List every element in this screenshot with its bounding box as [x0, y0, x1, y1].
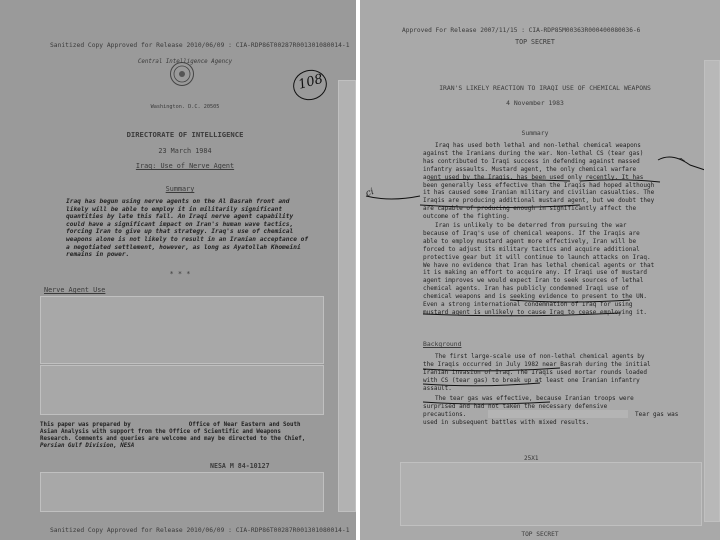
footnote-line: Office of Near Eastern and South: [188, 422, 301, 428]
classification-bottom: TOP SECRET: [521, 531, 559, 538]
summary-line: could have a significant impact on Iran's human wave tactics,: [66, 220, 294, 228]
para-line: has contributed to Iraqi success in defending against massed: [423, 157, 640, 165]
summary-text: [66, 198, 326, 259]
para-line: Even a strong international condemnation of Iraq for using: [423, 301, 633, 309]
footnote-line: Research. Comments and queries are welcome and may be directed to the Chief,: [40, 436, 306, 442]
background-paragraph: [423, 353, 713, 393]
para-line: Tear gas was: [635, 410, 679, 418]
memo-date: 23 March 1984: [158, 147, 212, 155]
footnote-line: Asian Analysis with support from the Office of Scientific and Weapons: [40, 429, 281, 435]
agency-name: Central Intelligence Agency: [137, 59, 233, 65]
summary-heading: Summary: [521, 129, 549, 137]
agency-location: Washington. D.C. 20505: [150, 104, 220, 110]
handwritten-number: 108: [296, 71, 325, 93]
sanitized-header: Sanitized Copy Approved for Release 2010/06/09 : CIA-RDP86T00287R001301080014-1: [50, 42, 350, 49]
separator-stars: * * *: [169, 270, 191, 278]
margin-redaction: [338, 80, 356, 512]
margin-scrawl: ci: [364, 186, 376, 200]
para-line: mustard agent is unlikely to cause Iraq to cease employing it.: [423, 308, 647, 316]
circled-number-mark: [290, 66, 331, 104]
redacted-block: [40, 365, 324, 415]
para-line: used in subsequent battles with mixed results.: [423, 418, 590, 426]
summary-heading: Summary: [165, 185, 195, 193]
para-line: We have no evidence that Iran has lethal chemical agents or that: [423, 261, 655, 269]
para-line: agent improves we would expect Iran to seek sources of lethal: [423, 277, 644, 285]
margin-scrawl: ~: [676, 153, 688, 167]
para-line: surprised and had not taken the necessary defensive: [423, 402, 608, 410]
para-line: because of Iraq's use of chemical weapons. If the Iraqis are: [423, 229, 640, 237]
para-line: been generally less effective than the Iraqis had hoped although: [423, 181, 655, 189]
para-line: chemical weapons and is seeking evidence to present to the UN.: [423, 293, 647, 301]
summary-line: a negotiated settlement, however, as long as Ayatollah Khomeini: [66, 243, 301, 251]
para-line: The tear gas was effective, because Iranian troops were: [435, 395, 634, 402]
section-heading: Nerve Agent Use: [44, 286, 106, 294]
agency-seal-icon: [170, 62, 194, 86]
sanitized-footer: Sanitized Copy Approved for Release 2010/06/09 : CIA-RDP86T00287R001301080014-1: [50, 527, 350, 534]
redacted-inline: [488, 410, 628, 418]
para-line: Iranian invasion of Iraq. The Iraqis used mortar rounds loaded: [423, 368, 647, 376]
para-line: Iraq has used both lethal and non-lethal chemical weapons: [435, 142, 641, 149]
prepared-by-footnote: [40, 422, 330, 450]
redacted-block: [40, 296, 324, 364]
para-line: chemical agents. Iran has publicly condemned Iraqi use of: [423, 285, 629, 293]
background-heading: Background: [423, 340, 462, 348]
redacted-block: [40, 472, 324, 512]
para-line: The first large-scale use of non-lethal chemical agents by: [435, 353, 645, 360]
margin-redaction: [704, 60, 720, 522]
right-document-page: [360, 0, 720, 540]
report-title: IRAN'S LIKELY REACTION TO IRAQI USE OF CHEMICAL WEAPONS: [439, 84, 651, 92]
summary-line: quantities by late this fall. An Iraqi nerve agent capability: [66, 213, 294, 221]
para-line: precautions.: [423, 410, 467, 418]
summary-line: Iraq has begun using nerve agents on the Al Basrah front and: [66, 198, 290, 205]
report-date: 4 November 1983: [506, 99, 564, 107]
para-line: assault.: [423, 384, 452, 392]
left-document-page: [0, 0, 356, 540]
summary-line: remains in power.: [66, 251, 130, 259]
para-line: the Iraqis occurred in July 1982 near Basrah during the initial: [423, 360, 651, 368]
footnote-line: This paper was prepared by: [40, 422, 131, 428]
redacted-block: [400, 462, 702, 526]
para-line: are capable of producing enough in significantly affect the: [423, 205, 637, 213]
para-line: Iran is unlikely to be deterred from pursuing the war: [435, 222, 627, 229]
memo-subject: Iraq: Use of Nerve Agent: [135, 162, 235, 170]
para-line: infantry assaults. Mustard agent, the only chemical warfare: [423, 165, 637, 173]
classification-top: TOP SECRET: [515, 38, 555, 46]
para-line: forced to adjust its military tactics and acquire additional: [423, 245, 640, 253]
para-line: against the Iranians during the war. Non-lethal CS (tear gas): [423, 149, 644, 157]
para-line: with CS (tear gas) to break up at least one Iranian infantry: [423, 376, 640, 384]
deterrence-paragraph: [423, 222, 713, 317]
summary-line: likely will be able to employ it in militarily significant: [66, 205, 283, 213]
summary-line: forcing Iran to give up that strategy. Iraq's use of chemical: [66, 228, 294, 236]
document-number: NESA M 84-10127: [210, 462, 270, 470]
para-line: outcome of the fighting.: [423, 213, 510, 221]
para-line: agent used by the Iraqis, has been used only recently. It has: [423, 173, 644, 181]
footnote-line: Persian Gulf Division, NESA: [40, 443, 135, 449]
approved-header: Approved For Release 2007/11/15 : CIA-RDP85M00363R000400080036-6: [402, 27, 641, 34]
para-line: it has caused some Iranian military and civilian casualties. The: [423, 189, 655, 197]
directorate-heading: DIRECTORATE OF INTELLIGENCE: [126, 130, 244, 139]
para-line: protective gear but it will continue to launch attacks on Iraq.: [423, 253, 651, 261]
para-line: able to employ mustard agent more effectively, Iran will be: [423, 237, 637, 245]
para-line: it is making an effort to acquire any. If Iraqi use of mustard: [423, 269, 647, 277]
exemption-stamp: 25X1: [524, 455, 539, 462]
summary-line: weapons alone is not likely to result in an Iranian acceptance of: [66, 235, 309, 243]
para-line: Iraqis are producing additional mustard agent, but we doubt they: [423, 197, 655, 205]
